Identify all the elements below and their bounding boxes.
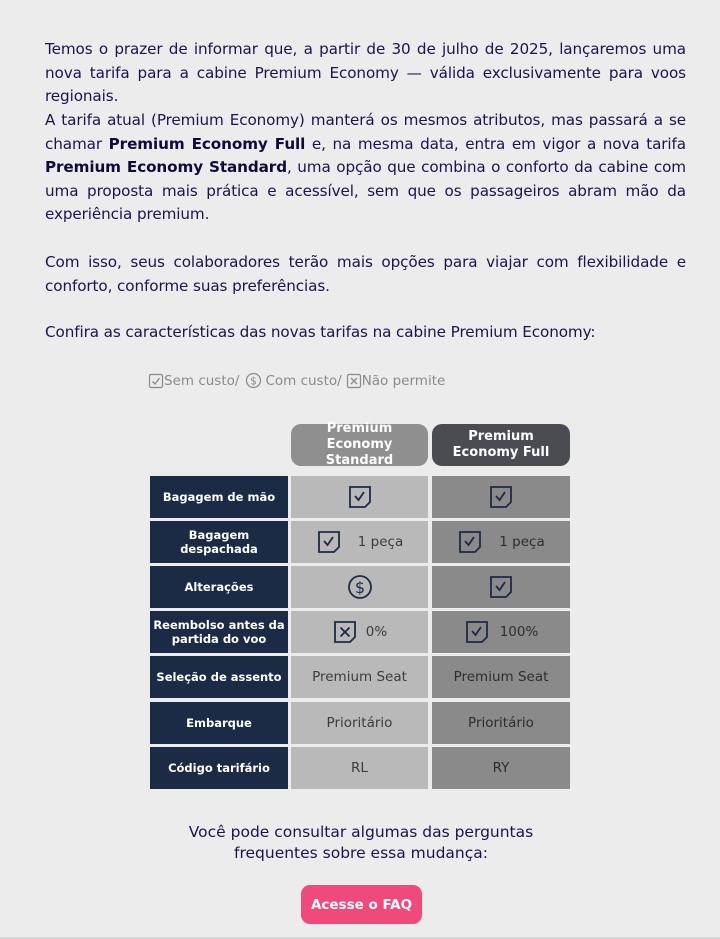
check-icon <box>347 484 373 510</box>
cell-value: 100% <box>499 624 539 640</box>
p2-text-a: A tarifa atual (Premium Economy) manterá os mesmos atributos, mas passará a se chamar <box>45 111 686 153</box>
row-label: Seleção de assento <box>150 656 288 698</box>
table-row-seat <box>150 656 570 698</box>
intro-paragraph-4: Confira as características das novas tarifas na cabine Premium Economy: <box>45 323 596 341</box>
svg-text:$: $ <box>250 375 258 388</box>
row-label: Reembolso antes da partida do voo <box>150 611 288 653</box>
p2-text-e: , uma opção que combina o conforto da cabine com uma proposta mais prática e acessível, sem que os passageiros abram mão da experiência premium. <box>45 158 686 223</box>
cell-value: 1 peça <box>499 534 545 550</box>
cell-full: Prioritário <box>432 702 570 744</box>
cell-full: RY <box>432 747 570 789</box>
check-icon <box>316 529 342 555</box>
row-label: Embarque <box>150 702 288 744</box>
header-full: Premium Economy Full <box>432 424 570 466</box>
cell-standard <box>291 611 428 653</box>
check-icon <box>148 373 164 389</box>
cell-value: 0% <box>365 624 388 640</box>
table-row-hand-baggage <box>150 476 570 518</box>
check-icon <box>488 484 514 510</box>
fare-name-full: Premium Economy Full <box>108 134 306 153</box>
p2-text-c: e, na mesma data, entra em vigor a nova tarifa <box>305 134 686 153</box>
table-row-boarding <box>150 702 570 744</box>
cell-standard <box>291 521 428 563</box>
fare-name-standard: Premium Economy Standard <box>45 158 287 176</box>
cell-full <box>432 476 570 518</box>
cross-icon <box>332 619 358 645</box>
legend-not-allowed-label: Não permite <box>361 372 446 389</box>
table-row-checked-baggage <box>150 521 570 563</box>
table-row-changes <box>150 566 570 608</box>
legend-free <box>148 373 239 389</box>
table-row-refund <box>150 611 570 653</box>
svg-text:$: $ <box>354 578 365 597</box>
legend-free-label: Sem custo/ <box>164 372 240 389</box>
row-label: Código tarifário <box>150 747 288 789</box>
check-icon <box>488 574 514 600</box>
cell-standard: Prioritário <box>291 702 428 744</box>
cross-icon <box>346 373 362 389</box>
cell-full <box>432 566 570 608</box>
intro-paragraph-2 <box>45 109 686 227</box>
cell-value: 1 peça <box>357 534 404 550</box>
header-standard: Premium Economy Standard <box>291 424 428 466</box>
row-label: Alterações <box>150 566 288 608</box>
legend <box>148 372 445 389</box>
cell-full: Premium Seat <box>432 656 570 698</box>
dollar-icon <box>347 574 373 600</box>
cell-standard <box>291 566 428 608</box>
cell-full <box>432 521 570 563</box>
check-icon <box>457 529 483 555</box>
legend-not-allowed <box>346 373 446 389</box>
cell-standard: RL <box>291 747 428 789</box>
cell-standard <box>291 476 428 518</box>
intro-paragraph-1: Temos o prazer de informar que, a partir de 30 de julho de 2025, lançaremos uma nova tarifa para a cabine Premium Economy — válida exclusivamente para voos regionais. <box>45 40 686 105</box>
intro-paragraph-3: Com isso, seus colaboradores terão mais opções para viajar com flexibilidade e conforto, conforme suas preferências. <box>45 253 686 295</box>
faq-button[interactable]: Acesse o FAQ <box>301 885 422 924</box>
faq-text: Você pode consultar algumas das perguntas frequentes sobre essa mudança: <box>188 823 534 862</box>
legend-paid <box>245 372 341 389</box>
row-label: Bagagem de mão <box>150 476 288 518</box>
dollar-icon <box>245 372 262 389</box>
cell-full <box>432 611 570 653</box>
row-label: Bagagem despachada <box>150 521 288 563</box>
cell-standard: Premium Seat <box>291 656 428 698</box>
check-icon <box>464 619 490 645</box>
legend-paid-label: Com custo/ <box>265 372 342 389</box>
table-row-fare-code <box>150 747 570 789</box>
